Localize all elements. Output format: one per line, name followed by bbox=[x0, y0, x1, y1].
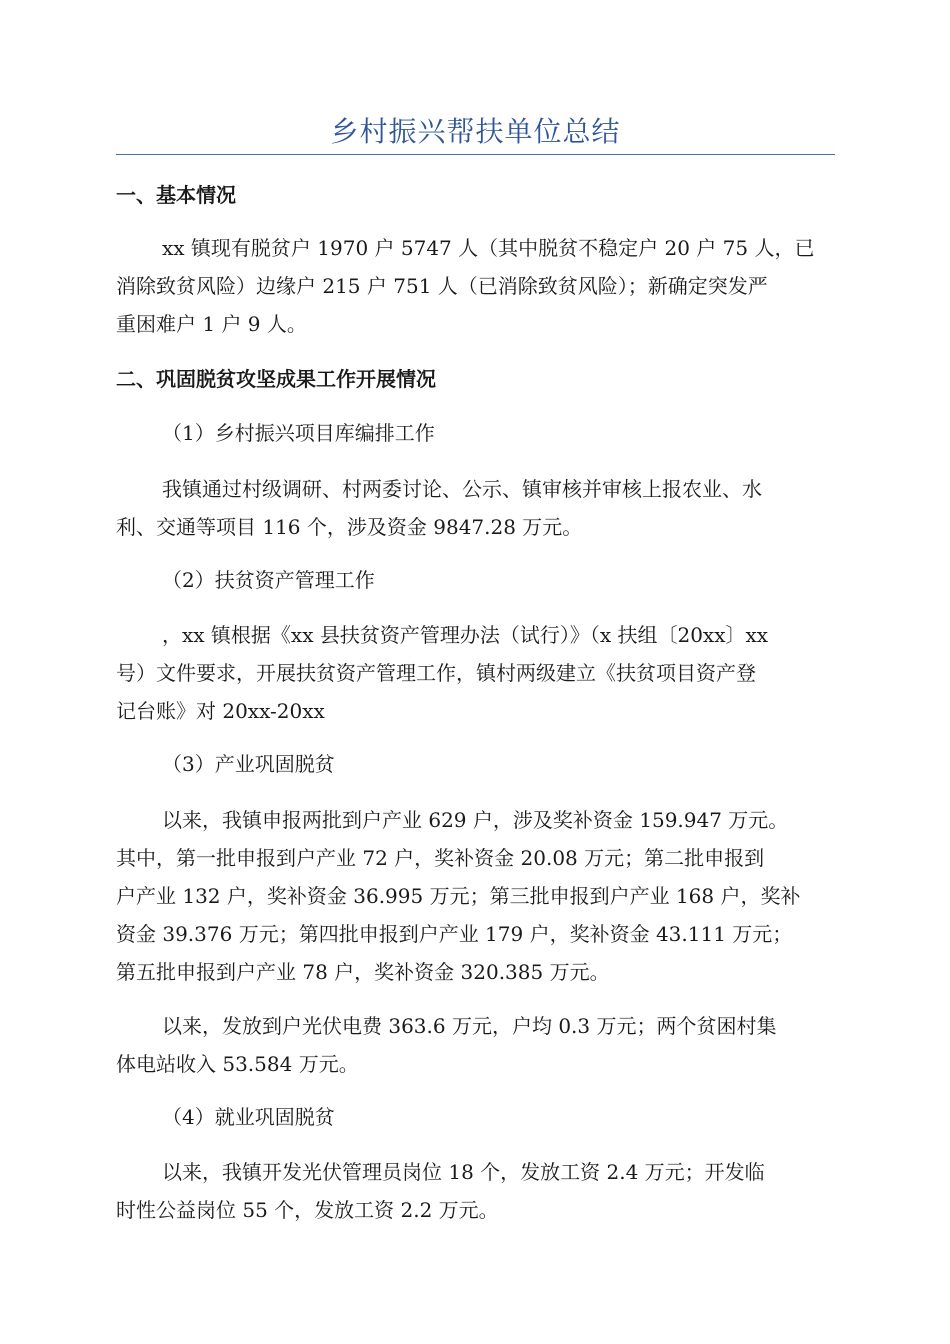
paragraph-line: 资金 39.376 万元；第四批申报到户产业 179 户，奖补资金 43.111 万元； bbox=[116, 922, 793, 946]
title-underline bbox=[116, 154, 835, 155]
paragraph-line: 第五批申报到户产业 78 户，奖补资金 320.385 万元。 bbox=[116, 960, 610, 984]
paragraph-line: 重困难户 1 户 9 人。 bbox=[116, 312, 307, 336]
paragraph-line: 以来，我镇开发光伏管理员岗位 18 个，发放工资 2.4 万元；开发临 bbox=[162, 1160, 765, 1184]
paragraph-line: 以来，发放到户光伏电费 363.6 万元，户均 0.3 万元；两个贫困村集 bbox=[162, 1014, 777, 1038]
section-heading-consolidation: 二、巩固脱贫攻坚成果工作开展情况 bbox=[116, 367, 436, 391]
paragraph-line: 其中，第一批申报到户产业 72 户，奖补资金 20.08 万元；第二批申报到 bbox=[116, 846, 765, 870]
paragraph-line: ，xx 镇根据《xx 县扶贫资产管理办法（试行）》（x 扶组〔20xx〕xx bbox=[162, 623, 769, 647]
paragraph-line: 消除致贫风险）边缘户 215 户 751 人（已消除致贫风险）；新确定突发严 bbox=[116, 274, 768, 298]
paragraph-line: 号）文件要求，开展扶贫资产管理工作，镇村两级建立《扶贫项目资产登 bbox=[116, 661, 756, 685]
paragraph-line: 体电站收入 53.584 万元。 bbox=[116, 1052, 359, 1076]
section-heading-basic: 一、基本情况 bbox=[116, 183, 236, 207]
paragraph-line: 户产业 132 户，奖补资金 36.995 万元；第三批申报到户产业 168 户，奖补 bbox=[116, 884, 801, 908]
subheading-employment: （4）就业巩固脱贫 bbox=[162, 1105, 335, 1129]
paragraph-line: xx 镇现有脱贫户 1970 户 5747 人（其中脱贫不稳定户 20 户 75 人，已 bbox=[162, 236, 815, 260]
paragraph-line: 以来，我镇申报两批到户产业 629 户，涉及奖补资金 159.947 万元。 bbox=[162, 808, 789, 832]
paragraph-line: 我镇通过村级调研、村两委讨论、公示、镇审核并审核上报农业、水 bbox=[162, 477, 762, 501]
subheading-asset-management: （2）扶贫资产管理工作 bbox=[162, 568, 375, 592]
subheading-industry: （3）产业巩固脱贫 bbox=[162, 752, 335, 776]
paragraph-line: 利、交通等项目 116 个，涉及资金 9847.28 万元。 bbox=[116, 515, 583, 539]
document-title: 乡村振兴帮扶单位总结 bbox=[330, 115, 621, 148]
subheading-project-library: （1）乡村振兴项目库编排工作 bbox=[162, 421, 435, 445]
paragraph-line: 时性公益岗位 55 个，发放工资 2.2 万元。 bbox=[116, 1198, 499, 1222]
paragraph-line: 记台账》对 20xx-20xx bbox=[116, 699, 325, 723]
